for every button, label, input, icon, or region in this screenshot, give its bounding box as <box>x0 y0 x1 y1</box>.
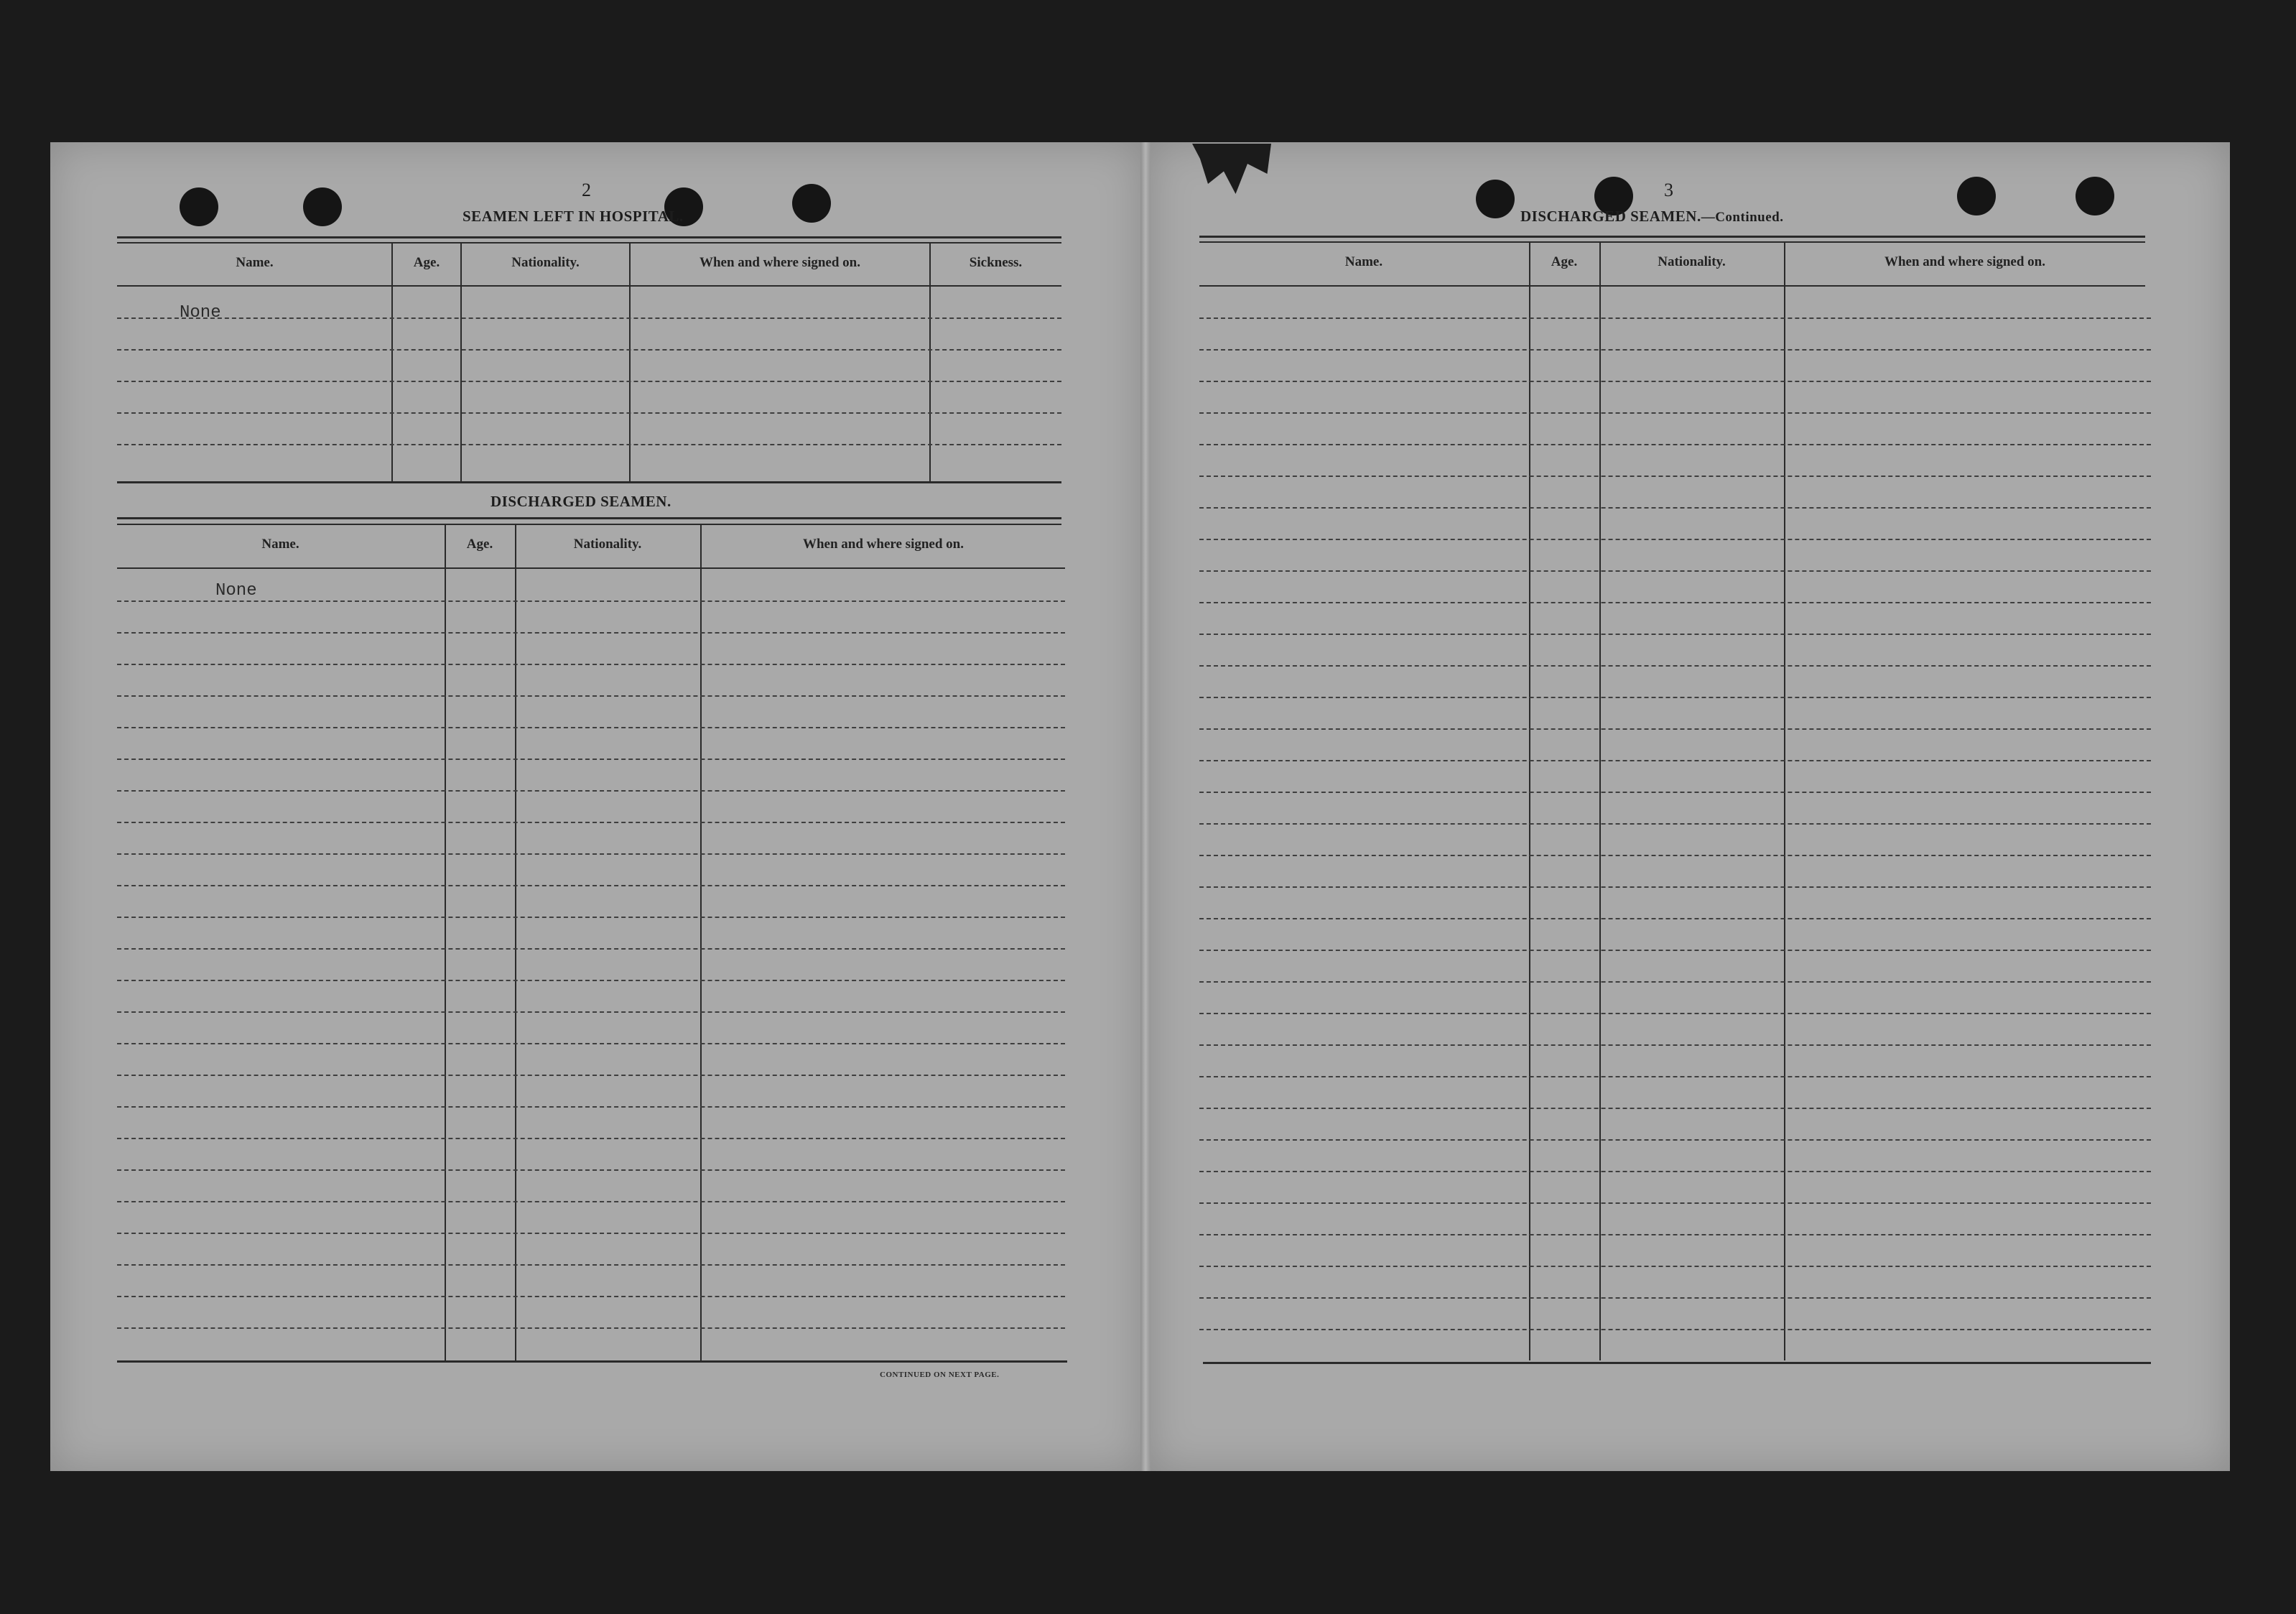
column-divider <box>391 242 393 481</box>
ruled-line <box>1199 349 2151 351</box>
ruled-line <box>1199 317 2151 319</box>
ruled-line <box>1199 855 2151 856</box>
ruled-line <box>117 444 1061 445</box>
col-head-name: Name. <box>236 255 274 270</box>
table-rule <box>1199 236 2145 238</box>
col-head-sickness: Sickness. <box>969 255 1023 270</box>
column-divider <box>1784 241 1785 1360</box>
punch-hole <box>1957 177 1996 215</box>
col-head-nationality: Nationality. <box>573 537 642 552</box>
ruled-line <box>117 1327 1065 1329</box>
col-head-nationality: Nationality. <box>1658 254 1726 269</box>
ruled-line <box>1199 1266 2151 1267</box>
column-divider <box>700 524 702 1360</box>
column-divider <box>929 242 931 481</box>
ruled-line <box>1199 1234 2151 1235</box>
table-rule <box>117 524 1061 525</box>
ruled-line <box>1199 412 2151 414</box>
ruled-line <box>117 885 1065 886</box>
punch-hole <box>303 187 342 226</box>
ruled-line <box>1199 1297 2151 1299</box>
table-rule <box>1203 1362 2151 1364</box>
ruled-line <box>117 853 1065 855</box>
table-rule <box>117 481 1061 483</box>
ruled-line <box>117 1043 1065 1044</box>
table-rule <box>1199 285 2145 287</box>
ruled-line <box>1199 823 2151 825</box>
table-rule <box>117 236 1061 238</box>
discharged-section-title: DISCHARGED SEAMEN. <box>491 493 671 510</box>
column-divider <box>515 524 516 1360</box>
page-number-left: 2 <box>582 180 591 200</box>
ruled-line <box>1199 918 2151 919</box>
hospital-entry-name: None <box>180 303 221 323</box>
col-head-age: Age. <box>466 537 493 552</box>
ruled-line <box>1199 444 2151 445</box>
ruled-line <box>1199 1108 2151 1109</box>
table-rule <box>117 1360 1067 1363</box>
ruled-line <box>1199 1076 2151 1077</box>
hospital-section-title: SEAMEN LEFT IN HOSPITAL. <box>463 208 684 225</box>
col-head-name: Name. <box>1344 254 1383 269</box>
page-fold <box>1140 142 1151 1471</box>
ruled-line <box>1199 381 2151 382</box>
ruled-line <box>1199 760 2151 761</box>
ruled-line <box>1199 602 2151 603</box>
ruled-line <box>117 632 1065 634</box>
table-rule <box>117 517 1061 519</box>
table-rule <box>1199 241 2145 243</box>
ruled-line <box>117 1106 1065 1108</box>
ruled-line <box>117 349 1061 351</box>
ruled-line <box>1199 570 2151 572</box>
col-head-signed-on: When and where signed on. <box>1884 254 2045 269</box>
column-divider <box>460 242 462 481</box>
punch-hole <box>792 184 831 223</box>
ruled-line <box>117 1169 1065 1171</box>
ruled-line <box>1199 728 2151 730</box>
ruled-line <box>1199 539 2151 540</box>
ruled-line <box>117 790 1065 792</box>
ruled-line <box>1199 792 2151 793</box>
title-suffix: —Continued. <box>1701 210 1784 225</box>
ruled-line <box>117 1233 1065 1234</box>
ruled-line <box>117 948 1065 950</box>
ruled-line <box>1199 665 2151 667</box>
col-head-nationality: Nationality. <box>511 255 580 270</box>
ruled-line <box>117 664 1065 665</box>
ruled-line <box>1199 886 2151 888</box>
right-page <box>1149 142 2230 1471</box>
ruled-line <box>1199 1329 2151 1330</box>
ruled-line <box>1199 507 2151 509</box>
page-number-right: 3 <box>1664 180 1673 200</box>
ruled-line <box>117 1011 1065 1013</box>
table-rule <box>117 567 1065 569</box>
table-rule <box>117 285 1061 287</box>
discharged-continued-title <box>1520 208 1783 226</box>
ruled-line <box>1199 981 2151 983</box>
punch-hole <box>1476 180 1515 218</box>
ruled-line <box>117 917 1065 918</box>
ruled-line <box>1199 476 2151 477</box>
ruled-line <box>117 1201 1065 1202</box>
ruled-line <box>117 317 1061 319</box>
ruled-line <box>117 412 1061 414</box>
ruled-line <box>117 727 1065 728</box>
ruled-line <box>1199 1171 2151 1172</box>
title-main: DISCHARGED SEAMEN. <box>1520 208 1701 225</box>
column-divider <box>1529 241 1530 1360</box>
ruled-line <box>117 1138 1065 1139</box>
column-divider <box>629 242 631 481</box>
ruled-line <box>1199 634 2151 635</box>
left-page <box>50 142 1142 1471</box>
col-head-signed-on: When and where signed on. <box>802 537 964 552</box>
col-head-age: Age. <box>1551 254 1578 269</box>
ruled-line <box>1199 1139 2151 1141</box>
ruled-line <box>1199 1202 2151 1204</box>
ruled-line <box>1199 697 2151 698</box>
punch-hole <box>180 187 218 226</box>
ruled-line <box>117 759 1065 760</box>
discharged-entry-name: None <box>215 581 257 600</box>
ruled-line <box>117 822 1065 823</box>
punch-hole <box>2076 177 2114 215</box>
ruled-line <box>117 980 1065 981</box>
ruled-line <box>1199 1044 2151 1046</box>
col-head-signed-on: When and where signed on. <box>699 255 860 270</box>
ruled-line <box>117 600 1065 602</box>
ruled-line <box>117 381 1061 382</box>
ruled-line <box>1199 950 2151 951</box>
ruled-line <box>117 1264 1065 1266</box>
continued-footer: CONTINUED ON NEXT PAGE. <box>880 1370 1000 1379</box>
ruled-line <box>117 1296 1065 1297</box>
column-divider <box>1599 241 1601 1360</box>
ruled-line <box>117 695 1065 697</box>
table-rule <box>117 242 1061 244</box>
ruled-line <box>1199 1013 2151 1014</box>
col-head-name: Name. <box>261 537 299 552</box>
ruled-line <box>117 1075 1065 1076</box>
col-head-age: Age. <box>413 255 440 270</box>
column-divider <box>445 524 446 1360</box>
